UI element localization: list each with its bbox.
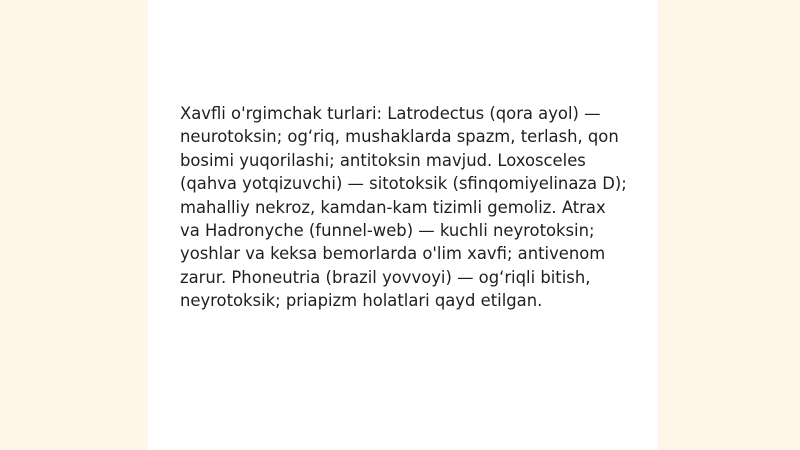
document-page [148, 0, 658, 450]
document-paragraph: Xavfli o'rgimchak turlari: Latrodectus (qora ayol) — neurotoksin; og‘riq, mushaklarda spazm, terlash, qon bosimi yuqorilashi; antitoksin mavjud. Loxosceles (qahva yotqizuvchi) — sitotoksik (sfinqomiyelinaza D); mahalliy nekroz, kamdan-kam tizimli gemoliz. Atrax va Hadronyche (funnel-web) — kuchli neyrotoksin; yoshlar va keksa bemorlarda o'lim xavfi; antivenom zarur. Phoneutria (brazil yovvoyi) — og‘riqli bitish, neyrotoksik; priapizm holatlari qayd etilgan. [180, 104, 627, 311]
